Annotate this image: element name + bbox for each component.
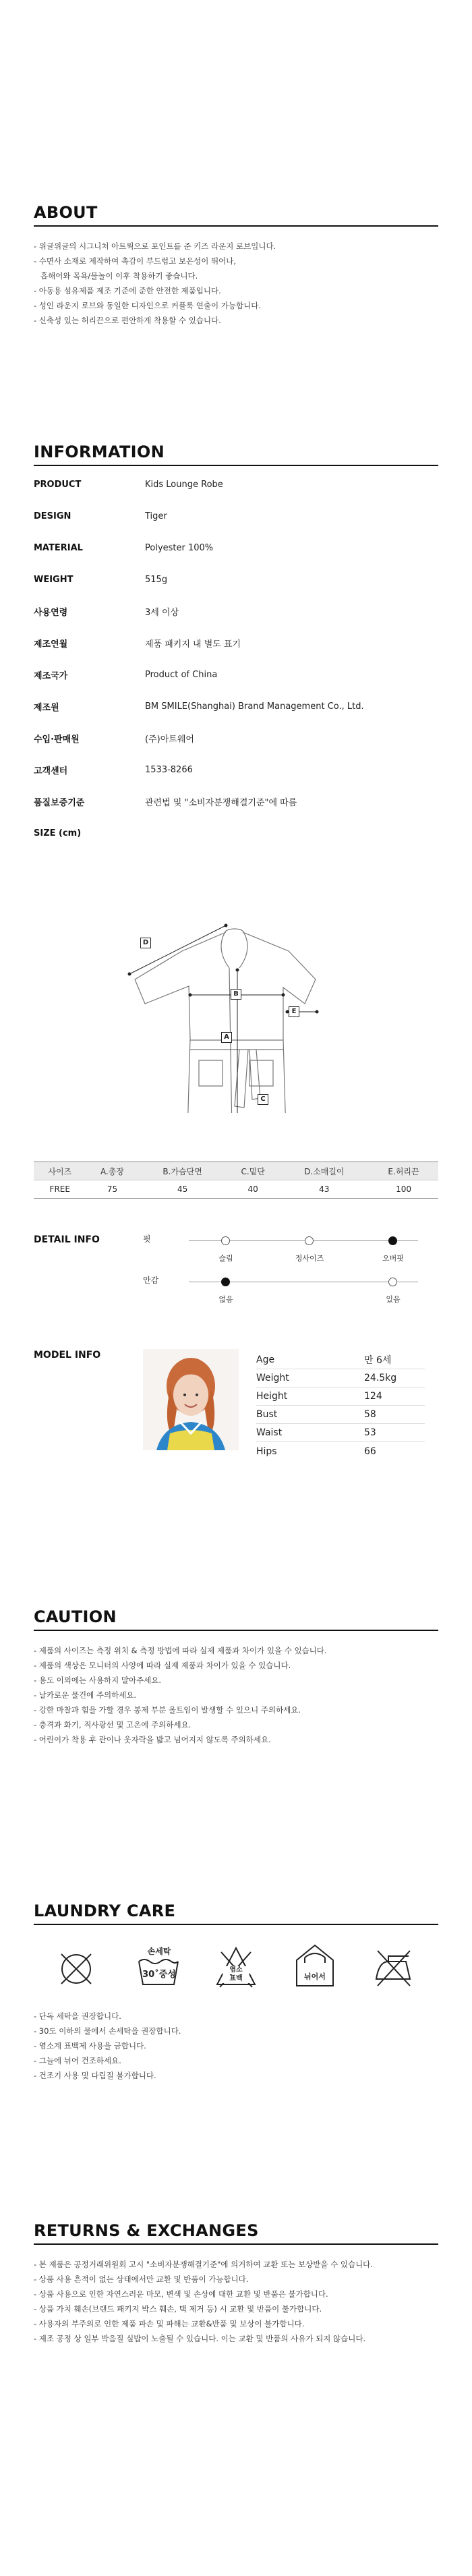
- returns-bullet: - 사용자의 부주의로 인한 제품 파손 및 파해는 교환&반품 및 보상이 불가합니다.: [34, 2319, 305, 2328]
- info-value: Product of China: [145, 670, 218, 680]
- model-key: Waist: [256, 1427, 283, 1438]
- diagram-label-b: B: [231, 989, 241, 1000]
- information-title: INFORMATION: [34, 442, 165, 461]
- lining-option-dot: [388, 1278, 397, 1286]
- laundry-bullets: [34, 2009, 438, 2083]
- caution-divider: [34, 1630, 438, 1631]
- fit-option-label: 정사이즈: [295, 1254, 324, 1263]
- model-value: 24.5kg: [364, 1373, 397, 1383]
- caution-section: [34, 1607, 438, 1747]
- about-divider: [34, 225, 438, 227]
- model-photo: [143, 1349, 239, 1450]
- size-label: SIZE (cm): [34, 828, 82, 838]
- size-table-section: [34, 1162, 438, 1199]
- about-bullets: [34, 239, 438, 328]
- size-cell: 43: [280, 1180, 369, 1199]
- info-value: Tiger: [145, 511, 167, 521]
- about-bullet: - 위글위글의 시그니처 아트웍으로 포인트를 준 키즈 라운지 로브입니다.: [34, 241, 276, 251]
- size-table: [34, 1162, 438, 1199]
- fit-option-label: 오버핏: [382, 1254, 404, 1263]
- size-header-cell: 사이즈: [34, 1162, 86, 1180]
- info-key: 고객센터: [34, 766, 68, 776]
- info-row-material: [34, 532, 438, 564]
- caution-bullet: - 강한 마찰과 힘을 가할 경우 봉제 부분 올트임이 발생할 수 있으니 주의하세요.: [34, 1705, 301, 1715]
- size-cell: FREE: [34, 1180, 86, 1199]
- info-value: BM SMILE(Shanghai) Brand Management Co., Ltd.: [145, 702, 364, 712]
- model-row: [256, 1442, 425, 1460]
- about-bullet: - 수면사 소재로 제작하여 촉감이 부드럽고 보온성이 뛰어나,: [34, 256, 237, 266]
- info-row-age: [34, 596, 438, 627]
- model-key: Age: [256, 1354, 275, 1365]
- info-key: MATERIAL: [34, 543, 83, 553]
- lining-option-dot-selected: [221, 1278, 230, 1286]
- information-divider: [34, 465, 438, 466]
- about-bullet: - 신축성 있는 허리끈으로 편안하게 착용할 수 있습니다.: [34, 316, 221, 325]
- info-key: WEIGHT: [34, 575, 73, 585]
- info-row-importer: [34, 722, 438, 754]
- info-value: Kids Lounge Robe: [145, 480, 223, 490]
- returns-bullet: - 본 제품은 공정거래위원회 고시 "소비자분쟁해결기준"에 의거하여 교환 또는 보상받을 수 있습니다.: [34, 2260, 373, 2269]
- laundry-title: LAUNDRY CARE: [34, 1901, 176, 1920]
- model-value: 66: [364, 1446, 376, 1457]
- info-row-size: [34, 818, 438, 849]
- diagram-label-d: D: [140, 938, 151, 948]
- diagram-label-e: E: [289, 1006, 299, 1017]
- caution-title: CAUTION: [34, 1607, 117, 1626]
- model-value: 58: [364, 1409, 376, 1420]
- caution-bullet: - 제품의 색상은 모니터의 사양에 따라 실제 제품과 차이가 있을 수 있습니다.: [34, 1661, 291, 1670]
- info-row-design: [34, 500, 438, 532]
- laundry-bullet: - 염소계 표백제 사용을 금합니다.: [34, 2041, 146, 2051]
- returns-divider: [34, 2243, 438, 2245]
- hand-wash-temp-text: 30˚중성: [142, 1970, 176, 1980]
- hang-dry-text: 뉘어서: [304, 1972, 326, 1981]
- size-header-cell: A.총장: [86, 1162, 139, 1180]
- returns-bullet: - 상품 사용으로 인한 자연스러운 마모, 변색 및 손상에 대한 교환 및 반품은 불가합니다.: [34, 2289, 328, 2299]
- laundry-bullet: - 30도 이하의 물에서 손세탁을 권장합니다.: [34, 2026, 181, 2036]
- model-value: 만 6세: [364, 1355, 392, 1366]
- model-key: Bust: [256, 1409, 278, 1420]
- no-ironing-icon: [371, 1947, 415, 1988]
- information-table: [34, 469, 438, 849]
- info-value: 제품 패키지 내 별도 표기: [145, 639, 241, 650]
- model-photo-illustration: [143, 1349, 239, 1450]
- model-value: 124: [364, 1391, 382, 1402]
- fit-option-dot: [305, 1236, 314, 1245]
- caution-bullet: - 용도 이외에는 사용하지 말아주세요.: [34, 1676, 162, 1685]
- info-row-product: [34, 469, 438, 500]
- info-key: 제조원: [34, 703, 59, 713]
- fit-option-label: 슬림: [218, 1254, 233, 1263]
- no-bleach-text: 염소: [223, 1966, 249, 1974]
- model-value: 53: [364, 1427, 376, 1438]
- returns-title: RETURNS & EXCHANGES: [34, 2221, 259, 2240]
- returns-bullet: - 상품 사용 흔적이 없는 상태에서만 교환 및 반품이 가능합니다.: [34, 2274, 249, 2284]
- info-key: PRODUCT: [34, 480, 82, 490]
- info-row-country: [34, 659, 438, 691]
- info-row-weight: [34, 564, 438, 596]
- model-key: Weight: [256, 1373, 289, 1383]
- caution-bullets: [34, 1643, 438, 1747]
- size-header-cell: E.허리끈: [369, 1162, 438, 1180]
- size-cell: 45: [139, 1180, 227, 1199]
- returns-bullets: [34, 2257, 438, 2346]
- lining-option-label: 있음: [386, 1295, 401, 1304]
- info-key: 제조연월: [34, 639, 68, 650]
- lining-label: 안감: [143, 1276, 159, 1285]
- size-table-header: [34, 1162, 438, 1180]
- model-row: [256, 1424, 425, 1442]
- model-row: [256, 1406, 425, 1424]
- model-info-title: MODEL INFO: [34, 1350, 101, 1361]
- fit-option-dot: [221, 1236, 230, 1245]
- size-header-cell: C.밑단: [227, 1162, 280, 1180]
- info-value: 1533-8266: [145, 765, 193, 775]
- info-value: Polyester 100%: [145, 543, 214, 553]
- hand-wash-text: 손세탁: [147, 1947, 171, 1956]
- model-row: [256, 1387, 425, 1406]
- info-key: DESIGN: [34, 511, 71, 521]
- caution-bullet: - 날카로운 물건에 주의하세요.: [34, 1690, 137, 1700]
- model-key: Height: [256, 1391, 288, 1402]
- laundry-bullet: - 그늘에 뉘어 건조하세요.: [34, 2056, 121, 2065]
- about-bullet: - 아동용 섬유제품 제조 기준에 준한 안전한 제품입니다.: [34, 286, 221, 295]
- info-value: 515g: [145, 575, 168, 585]
- caution-bullet: - 어린이가 착용 후 관이나 웃자락을 밟고 넘어지지 않도록 주의하세요.: [34, 1735, 271, 1744]
- size-table-row: [34, 1180, 438, 1199]
- about-bullet: 흡해어와 목욕/물놀이 이후 착용하기 좋습니다.: [40, 271, 198, 281]
- info-key: 수입·판매원: [34, 735, 80, 745]
- info-row-customer-center: [34, 754, 438, 786]
- info-value: 관련법 및 "소비자분쟁해결기준"에 따름: [145, 798, 297, 808]
- lining-option-label: 없음: [218, 1295, 233, 1304]
- size-cell: 40: [227, 1180, 280, 1199]
- no-bleach-text-2: 표백: [223, 1975, 249, 1983]
- fit-label: 핏: [143, 1234, 151, 1244]
- caution-bullet: - 충격과 화기, 직사광선 및 고온에 주의하세요.: [34, 1720, 191, 1729]
- info-key: 품질보증기준: [34, 798, 85, 808]
- about-title: ABOUT: [34, 203, 98, 222]
- laundry-section: [34, 1901, 438, 1925]
- model-row: [256, 1351, 425, 1369]
- info-row-manufacturer: [34, 691, 438, 722]
- caution-bullet: - 제품의 사이즈는 측정 위치 & 측정 방법에 따라 실제 제품과 차이가 있을 수 있습니다.: [34, 1646, 327, 1655]
- laundry-divider: [34, 1924, 438, 1925]
- size-cell: 75: [86, 1180, 139, 1199]
- laundry-bullet: - 단독 세탁을 권장합니다.: [34, 2011, 121, 2021]
- diagram-label-c: C: [258, 1094, 268, 1105]
- returns-bullet: - 상품 가치 훼손(브랜드 패키지 박스 훼손, 택 제거 등) 시 교환 및 반품이 불가합니다.: [34, 2304, 322, 2314]
- robe-size-diagram: [88, 917, 384, 1113]
- info-value: (주)아트웨어: [145, 735, 194, 745]
- info-value: 3세 이상: [145, 608, 179, 618]
- size-header-cell: B.가슴단면: [139, 1162, 227, 1180]
- info-row-mfg-date: [34, 627, 438, 659]
- info-row-warranty: [34, 786, 438, 818]
- laundry-bullet: - 건조기 사용 및 다림질 불가합니다.: [34, 2071, 156, 2080]
- returns-bullet: - 제조 공정 상 일부 박음질 실밥이 노출될 수 있습니다. 이는 교환 및 반품의 사유가 되지 않습니다.: [34, 2334, 366, 2343]
- info-key: 제조국가: [34, 671, 68, 681]
- size-cell: 100: [369, 1180, 438, 1199]
- info-key: 사용연령: [34, 608, 68, 618]
- model-table: [256, 1351, 425, 1460]
- detail-info-title: DETAIL INFO: [34, 1234, 100, 1245]
- about-bullet: - 성인 라운지 로브와 동일한 디자인으로 커플룩 연출이 가능합니다.: [34, 301, 261, 310]
- model-row: [256, 1369, 425, 1387]
- diagram-label-a: A: [221, 1032, 232, 1043]
- hang-dry-icon: [291, 1943, 338, 1990]
- returns-section: [34, 2221, 438, 2346]
- no-dry-cleaning-icon: [55, 1948, 97, 1990]
- model-key: Hips: [256, 1446, 277, 1457]
- size-header-cell: D.소매길이: [280, 1162, 369, 1180]
- fit-option-dot-selected: [388, 1236, 397, 1245]
- about-section: [34, 202, 438, 328]
- information-section: [34, 442, 438, 849]
